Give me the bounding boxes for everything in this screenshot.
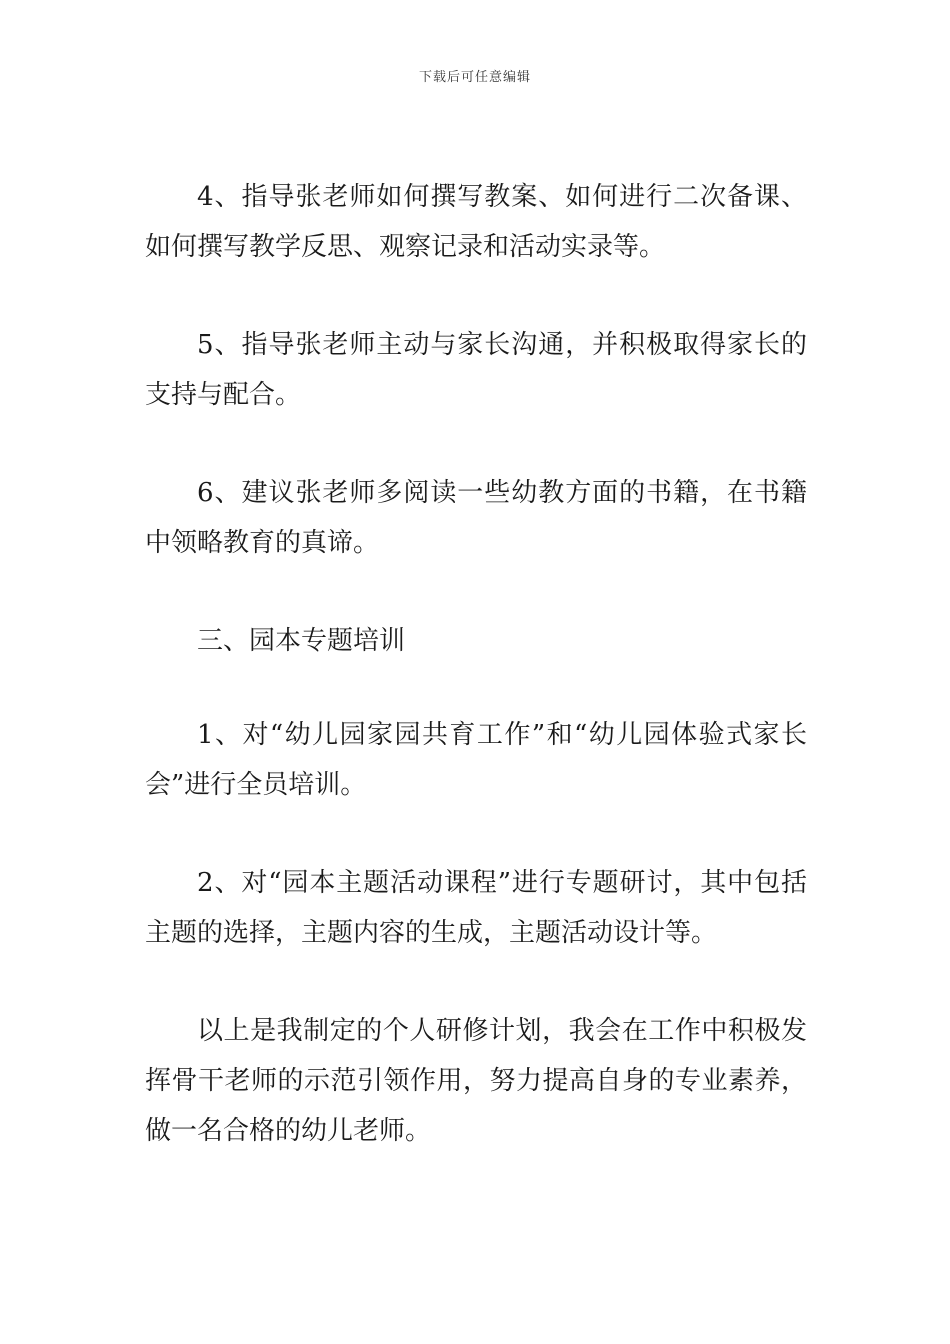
paragraph-item-6: 6、建议张老师多阅读一些幼教方面的书籍，在书籍中领略教育的真谛。 [145,478,807,558]
document-body [145,172,807,1204]
paragraph-item-5: 5、指导张老师主动与家长沟通，并积极取得家长的支持与配合。 [145,330,807,410]
paragraph-item-1: 1、对“幼儿园家园共育工作”和“幼儿园体验式家长会”进行全员培训。 [145,720,807,800]
paragraph-item-4: 4、指导张老师如何撰写教案、如何进行二次备课、如何撰写教学反思、观察记录和活动实录等。 [145,182,807,262]
conclusion-paragraph: 以上是我制定的个人研修计划，我会在工作中积极发挥骨干老师的示范引领作用，努力提高自身的专业素养，做一名合格的幼儿老师。 [145,1016,807,1146]
header-note: 下载后可任意编辑 [418,70,531,85]
paragraph-item-2: 2、对“园本主题活动课程”进行专题研讨，其中包括主题的选择，主题内容的生成，主题活动设计等。 [145,868,807,948]
section-heading: 三、园本专题培训 [197,626,406,656]
